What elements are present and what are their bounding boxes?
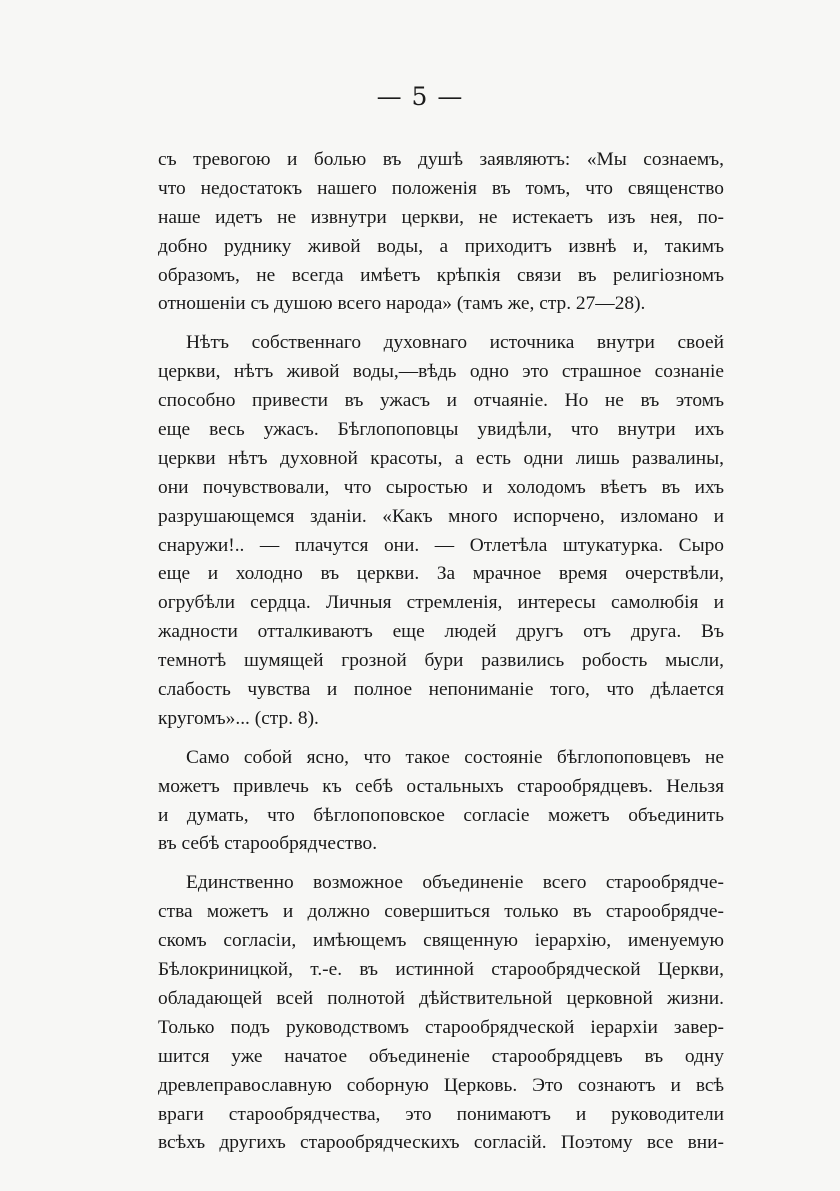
page-number: — 5 — xyxy=(376,82,464,111)
text-line: ства можетъ и должно совершиться только въ старообрядче- xyxy=(158,901,724,923)
text-line: слабость чувства и полное непониманіе того, что дѣлается xyxy=(158,679,724,701)
text-line: кругомъ»... (стр. 8). xyxy=(158,707,319,729)
text-line: еще весь ужасъ. Бѣглопоповцы увидѣли, что внутри ихъ xyxy=(158,419,724,441)
text-line: жадности отталкиваютъ еще людей другъ отъ друга. Въ xyxy=(158,621,724,643)
text-line: Только подъ руководствомъ старообрядческой іерархіи завер- xyxy=(158,1016,724,1038)
text-line: Бѣлокриницкой, т.-е. въ истинной старообрядческой Церкви, xyxy=(158,959,724,981)
text-line: церкви нѣтъ духовной красоты, а есть одни лишь развалины, xyxy=(158,447,724,469)
text-line: церкви, нѣтъ живой воды,—вѣдь одно это страшное сознаніе xyxy=(158,361,724,383)
text-line: отношеніи съ душою всего народа» (тамъ же, стр. 27—28). xyxy=(158,293,646,315)
text-line: что недостатокъ нашего положенія въ томъ, что священство xyxy=(158,177,724,199)
text-line: добно руднику живой воды, а приходитъ извнѣ и, такимъ xyxy=(158,235,724,257)
text-line: всѣхъ другихъ старообрядческихъ согласій. Поэтому все вни- xyxy=(158,1132,724,1154)
text-line: образомъ, не всегда имѣетъ крѣпкія связи въ религіозномъ xyxy=(158,264,724,286)
text-line: снаружи!.. — плачутся они. — Отлетѣла штукатурка. Сыро xyxy=(158,534,724,556)
text-line: способно привести въ ужасъ и отчаяніе. Но не въ этомъ xyxy=(158,390,724,412)
text-line: можетъ привлечь къ себѣ остальныхъ старообрядцевъ. Нельзя xyxy=(158,775,724,797)
paragraph-1 xyxy=(158,146,724,319)
text-line: и думать, что бѣглопоповское согласіе можетъ объединить xyxy=(158,804,724,826)
body-text xyxy=(158,146,724,1158)
text-line: Нѣтъ собственнаго духовнаго источника внутри своей xyxy=(186,332,724,354)
text-line: враги старообрядчества, это понимаютъ и руководители xyxy=(158,1103,724,1125)
text-line: Само собой ясно, что такое состояніе бѣглопоповцевъ не xyxy=(186,746,724,768)
text-line: еще и холодно въ церкви. За мрачное время очерствѣли, xyxy=(158,563,724,585)
text-line: скомъ согласіи, имѣющемъ священную іерархію, именуемую xyxy=(158,930,724,952)
text-line: они почувствовали, что сыростью и холодомъ вѣетъ въ ихъ xyxy=(158,476,724,498)
text-line: темнотѣ шумящей грозной бури развились робость мысли, xyxy=(158,650,724,672)
text-line: Единственно возможное объединеніе всего старообрядче- xyxy=(186,872,724,894)
paragraph-4 xyxy=(158,869,724,1158)
text-line: огрубѣли сердца. Личныя стремленія, интересы самолюбія и xyxy=(158,592,724,614)
text-line: разрушающемся зданіи. «Какъ много испорчено, изломано и xyxy=(158,505,724,527)
paragraph-2 xyxy=(158,329,724,733)
text-line: древлеправославную соборную Церковь. Это сознаютъ и всѣ xyxy=(158,1074,724,1096)
text-line: шится уже начатое объединеніе старообрядцевъ въ одну xyxy=(158,1045,724,1067)
text-line: съ тревогою и болью въ душѣ заявляютъ: «Мы сознаемъ, xyxy=(158,149,724,170)
text-line: наше идетъ не извнутри церкви, не истекаетъ изъ нея, по- xyxy=(158,206,724,228)
text-line: въ себѣ старообрядчество. xyxy=(158,833,378,855)
paragraph-3 xyxy=(158,744,724,860)
text-line: обладающей всей полнотой дѣйствительной церковной жизни. xyxy=(158,987,724,1009)
